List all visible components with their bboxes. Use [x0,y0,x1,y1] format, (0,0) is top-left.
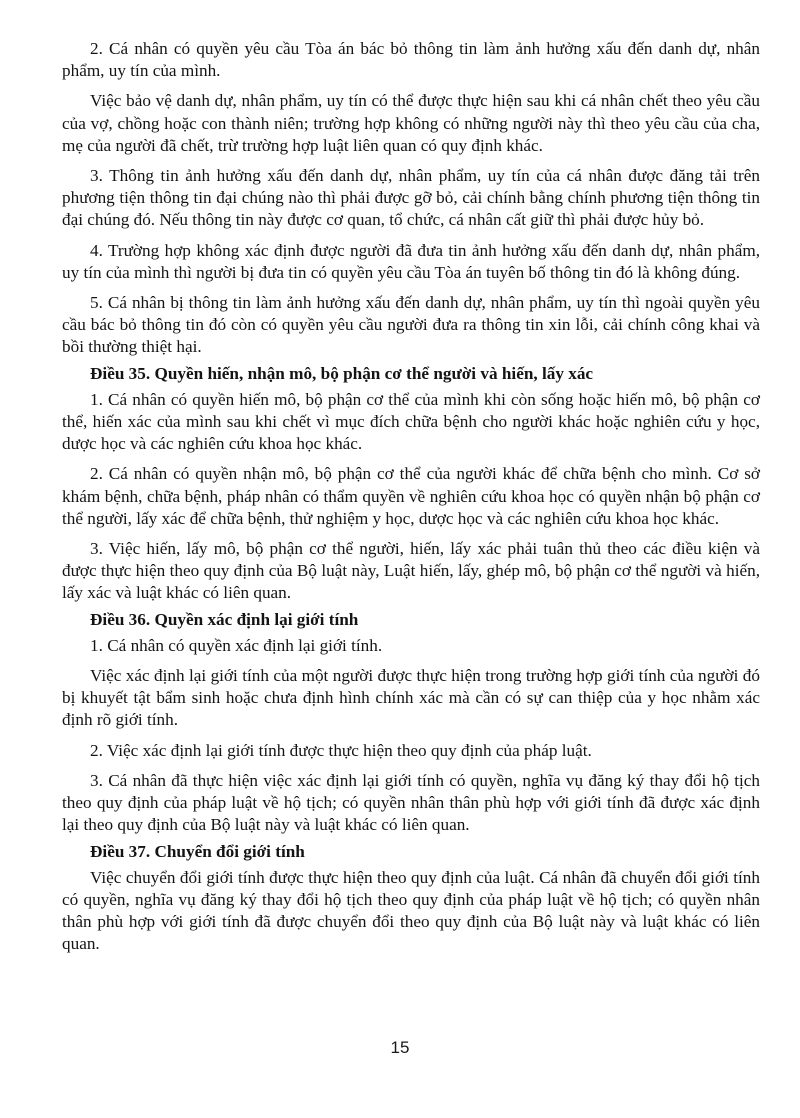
paragraph-art34-clause2-posthumous: Việc bảo vệ danh dự, nhân phẩm, uy tín có thể được thực hiện sau khi cá nhân chết theo yêu cầu của vợ, chồng hoặc con thành niên; trường hợp không có những người này thì theo yêu cầu của cha, mẹ của người đã chết, trừ trường hợp luật liên quan có quy định khác. [62,91,760,155]
paragraph-art36-clause1-detail: Việc xác định lại giới tính của một người được thực hiện trong trường hợp giới tính của người đó bị khuyết tật bẩm sinh hoặc chưa định hình chính xác mà cần có sự can thiệp của y học nhằm xác định rõ giới tính. [62,666,760,730]
paragraph-art36-clause2: 2. Việc xác định lại giới tính được thực hiện theo quy định của pháp luật. [90,740,592,760]
page-number: 15 [390,1038,410,1057]
paragraph-art37: Việc chuyển đổi giới tính được thực hiện theo quy định của luật. Cá nhân đã chuyển đổi giới tính có quyền, nghĩa vụ đăng ký thay đổi hộ tịch theo quy định của pháp luật về hộ tịch; có quyền nhân thân phù hợp với giới tính đã được chuyển đổi theo quy định của Bộ luật này và luật khác có liên quan. [62,867,760,954]
article-35-heading: Điều 35. Quyền hiến, nhận mô, bộ phận cơ thể người và hiến, lấy xác [90,363,594,383]
paragraph-art36-clause1: 1. Cá nhân có quyền xác định lại giới tính. [90,635,383,655]
paragraph-art34-clause4: 4. Trường hợp không xác định được người đã đưa tin ảnh hưởng xấu đến danh dự, nhân phẩm, uy tín của mình thì người bị đưa tin có quyền yêu cầu Tòa án tuyên bố thông tin đó là không đúng. [62,240,760,282]
paragraph-art34-clause3: 3. Thông tin ảnh hưởng xấu đến danh dự, nhân phẩm, uy tín của cá nhân được đăng tải trên phương tiện thông tin đại chúng nào thì phải được gỡ bỏ, cải chính bằng chính phương tiện thông tin đại chúng đó. Nếu thông tin này được cơ quan, tổ chức, cá nhân cất giữ thì phải được hủy bỏ. [62,166,760,230]
article-37-heading: Điều 37. Chuyển đổi giới tính [90,841,305,861]
document-page [62,38,760,964]
paragraph-art35-clause1: 1. Cá nhân có quyền hiến mô, bộ phận cơ thể của mình khi còn sống hoặc hiến mô, bộ phận cơ thể, hiến xác của mình sau khi chết vì mục đích chữa bệnh cho người khác hoặc nghiên cứu y học, dược học và các nghiên cứu khoa học khác. [62,389,760,454]
article-36-heading: Điều 36. Quyền xác định lại giới tính [90,609,359,629]
paragraph-art35-clause2: 2. Cá nhân có quyền nhận mô, bộ phận cơ thể của người khác để chữa bệnh cho mình. Cơ sở khám bệnh, chữa bệnh, pháp nhân có thẩm quyền về nghiên cứu khoa học có quyền nhận bộ phận cơ thể người, lấy xác để chữa bệnh, thử nghiệm y học, dược học và các nghiên cứu khoa học khác. [62,464,760,528]
paragraph-art34-clause5: 5. Cá nhân bị thông tin làm ảnh hưởng xấu đến danh dự, nhân phẩm, uy tín thì ngoài quyền yêu cầu bác bỏ thông tin đó còn có quyền yêu cầu người đưa ra thông tin xin lỗi, cải chính công khai và bồi thường thiệt hại. [62,293,760,357]
paragraph-art34-clause2: 2. Cá nhân có quyền yêu cầu Tòa án bác bỏ thông tin làm ảnh hưởng xấu đến danh dự, nhân phẩm, uy tín của mình. [62,39,760,81]
paragraph-art36-clause3: 3. Cá nhân đã thực hiện việc xác định lại giới tính có quyền, nghĩa vụ đăng ký thay đổi hộ tịch theo quy định của pháp luật về hộ tịch; có quyền nhân thân phù hợp với giới tính đã được xác định lại theo quy định của Bộ luật này và luật khác có liên quan. [62,770,760,835]
paragraph-art35-clause3: 3. Việc hiến, lấy mô, bộ phận cơ thể người, hiến, lấy xác phải tuân thủ theo các điều kiện và được thực hiện theo quy định của Bộ luật này, Luật hiến, lấy, ghép mô, bộ phận cơ thể người và hiến, lấy xác và luật khác có liên quan. [62,539,760,603]
